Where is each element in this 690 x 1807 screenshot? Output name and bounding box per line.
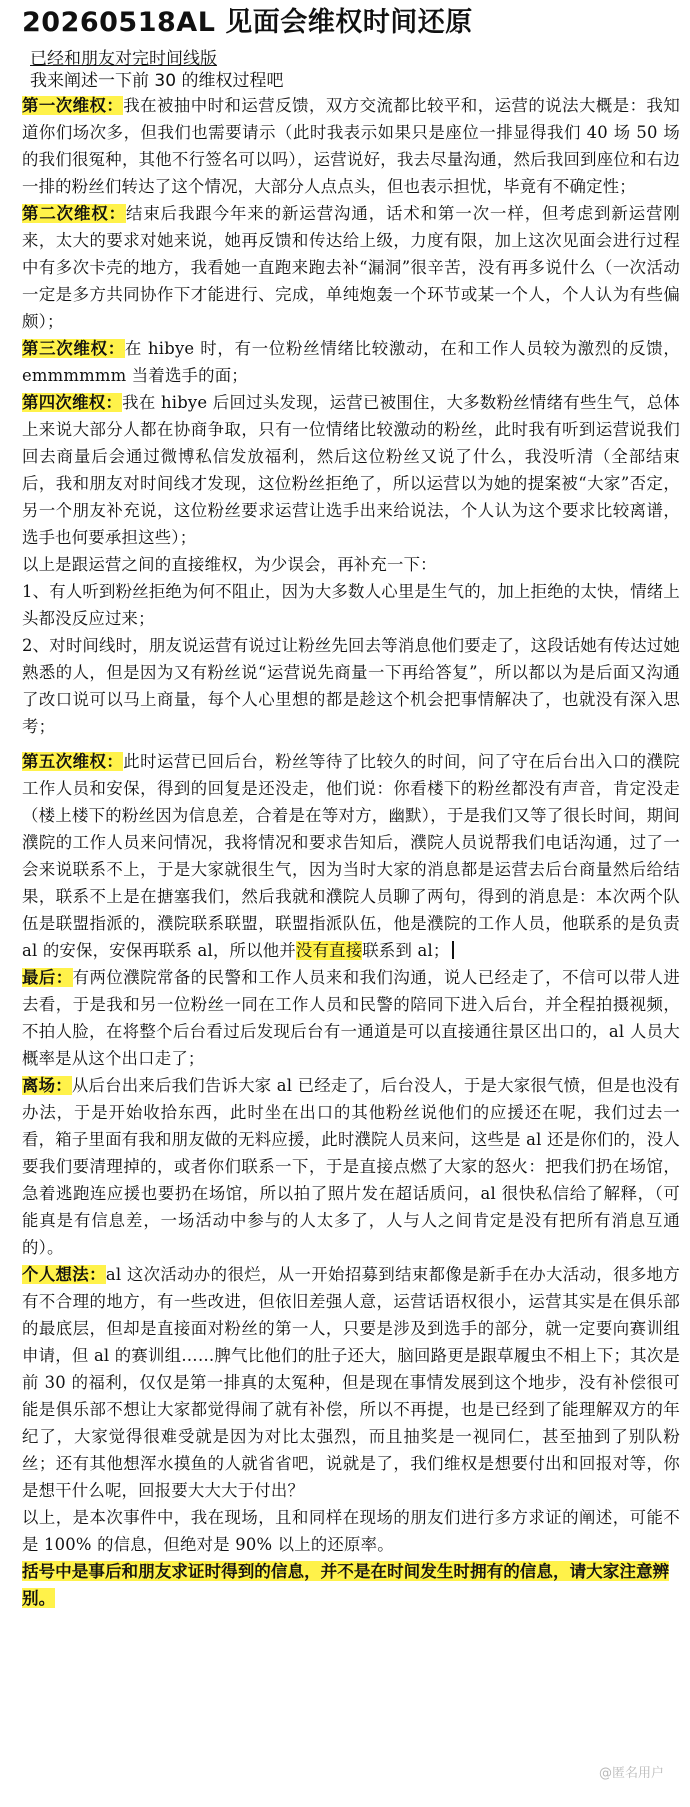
section-text: 此时运营已回后台，粉丝等待了比较久的时间，问了守在后台出入口的濮院工作人员和安保，得到的回复是还没走，他们说：你看楼下的粉丝都没有声音，肯定没走（楼上楼下的粉丝因为信息差，合着是在等对方，幽默），于是我们又等了很长时间，期间濮院的工作人员来问情况，我将情况和要求告知后，濮院人员说帮我们电话沟通，过了一会来说联系不上，于是大家就很生气，因为当时大家的消息都是运营去后台商量然后给结果，联系不上是在搪塞我们，然后我就和濮院人员聊了两句，得到的消息是：本次两个队伍是联盟指派的，濮院联系联盟，联盟指派队伍，他是濮院的工作人员，他联系的是负责 al 的安保，安保再联系 al，所以他并 [22,752,680,960]
section-text: 我在被抽中时和运营反馈，双方交流都比较平和，运营的说法大概是：我知道你们场次多，但我们也需要请示（此时我表示如果只是座位一排显得我们 40 场 50 场的我们很冤种，其他不行签名可以吗），运营说好，我去尽量沟通，然后我回到座位和右边一排的粉丝们转达了这个情况，大部分人点点头，但也表示担忧，毕竟有不确定性； [22,96,680,196]
section-text: 在 hibye 时，有一位粉丝情绪比较激动，在和工作人员较为激烈的反馈，emmmmmm 当着选手的面； [22,339,680,385]
section-summary [22,1504,680,1558]
section-text-tail: 联系到 al； [362,941,450,960]
section-supplement [22,551,680,740]
page-title: 20260518AL 见面会维权时间还原 [22,7,473,38]
section-fifth-rights [22,748,680,964]
section-text: 以上是跟运营之间的直接维权，为少误会，再补充一下： 1、有人听到粉丝拒绝为何不阻止，因为大多数人心里是生气的，加上拒绝的太快，情绪上头都没反应过来； 2、对时间线时，朋友说运营有说过让粉丝先回去等消息他们要走了，这段话她有传达过她熟悉的人，但是因为又有粉丝说“运营说先商量一下再给答复”，所以都以为是后面又沟通了改口说可以马上商量，每个人心里想的都是趁这个机会把事情解决了，也就没有深入思考； [22,555,680,736]
section-text: 结束后我跟今年来的新运营沟通，话术和第一次一样，但考虑到新运营刚来，太大的要求对她来说，她再反馈和传达给上级，力度有限，加上这次见面会进行过程中有多次卡壳的地方，我看她一直跑来跑去补“漏洞”很辛苦，没有再多说什么（一次活动一定是多方共同协作下才能进行、完成，单纯炮轰一个环节或某一个人，个人认为有些偏颇）； [22,204,680,331]
section-finally [22,964,680,1072]
watermark: @匿名用户 [598,1766,664,1781]
section-text: al 这次活动办的很烂，从一开始招募到结束都像是新手在办大活动，很多地方有不合理的地方，有一些改进，但依旧差强人意，运营话语权很小，运营其实是在俱乐部的最底层，但却是直接面对粉丝的第一人，只要是涉及到选手的部分，就一定要向赛训组申请，但 al 的赛训组……脾气比他们的肚子还大，脑回路更是跟草履虫不相上下；其次是前 30 的福利，仅仅是第一排真的太冤种，但是现在事情发展到这个地步，没有补偿很可能是俱乐部不想让大家都觉得闹了就有补偿，所以不再提，也是已经到了能理解双方的年纪了，大家觉得很难受就是因为对比太强烈，而且抽奖是一视同仁，甚至抽到了别队粉丝；还有其他想浑水摸鱼的人就省省吧，说就是了，我们维权是想要付出和回报对等，你是想干什么呢，回报要大大大于付出？ [22,1265,680,1500]
section-personal-thoughts [22,1261,680,1504]
section-label: 个人想法： [22,1265,106,1284]
divider [22,740,680,748]
section-label: 离场： [22,1076,72,1095]
text-cursor [452,941,454,959]
highlighted-phrase: 没有直接 [295,941,363,960]
section-label: 第五次维权： [22,752,124,771]
section-third-rights [22,335,680,389]
section-second-rights [22,200,680,335]
section-text: 我在 hibye 后回过头发现，运营已被围住，大多数粉丝情绪有些生气，总体上来说大部分人都在协商争取，只有一位情绪比较激动的粉丝，此时我有听到运营说我们回去商量后会通过微博私信发放福利，然后这位粉丝又说了什么，我没听清（全部结束后，我和朋友对时间线才发现，这位粉丝拒绝了，所以运营以为她的提案被“大家”否定，另一个朋友补充说，这位粉丝要求运营让选手出来给说法，个人认为这个要求比较离谱，选手也何要承担这些）； [22,393,680,547]
section-leaving [22,1072,680,1261]
section-label: 第三次维权： [22,339,125,358]
section-fourth-rights [22,389,680,551]
section-label: 最后： [22,968,73,987]
section-text: 从后台出来后我们告诉大家 al 已经走了，后台没人，于是大家很气愤，但是也没有办法，于是开始收拾东西，此时坐在出口的其他粉丝说他们的应援还在呢，我们过去一看，箱子里面有我和朋友做的无料应援，此时濮院人员来问，这些是 al 还是你们的，没人要我们要清理掉的，或者你们联系一下，于是直接点燃了大家的怒火：把我们扔在场馆，急着逃跑连应援也要扔在场馆，所以拍了照片发在超话质问，al 很快私信给了解释，（可能真是有信息差，一场活动中参与的人太多了，人与人之间肯定是没有把所有消息互通的）。 [22,1076,680,1257]
intro-line: 我来阐述一下前 30 的维权过程吧 [30,71,284,91]
final-note: 括号中是事后和朋友求证时得到的信息，并不是在时间发生时拥有的信息，请大家注意辨别。 [22,1561,670,1608]
section-label: 第二次维权： [22,204,127,223]
subtitle: 已经和朋友对完时间线版 [30,49,217,69]
section-text: 有两位濮院常备的民警和工作人员来和我们沟通，说人已经走了，不信可以带人进去看，于是我和另一位粉丝一同在工作人员和民警的陪同下进入后台，并全程拍摄视频，不拍人脸，在将整个后台看过后发现后台有一通道是可以直接通往景区出口的，al 人员大概率是从这个出口走了； [22,968,680,1068]
section-first-rights [22,92,680,200]
section-label: 第四次维权： [22,393,123,412]
section-label: 第一次维权： [22,96,124,115]
section-text: 以上，是本次事件中，我在现场，且和同样在现场的朋友们进行多方求证的阐述，可能不是 100% 的信息，但绝对是 90% 以上的还原率。 [22,1508,680,1554]
